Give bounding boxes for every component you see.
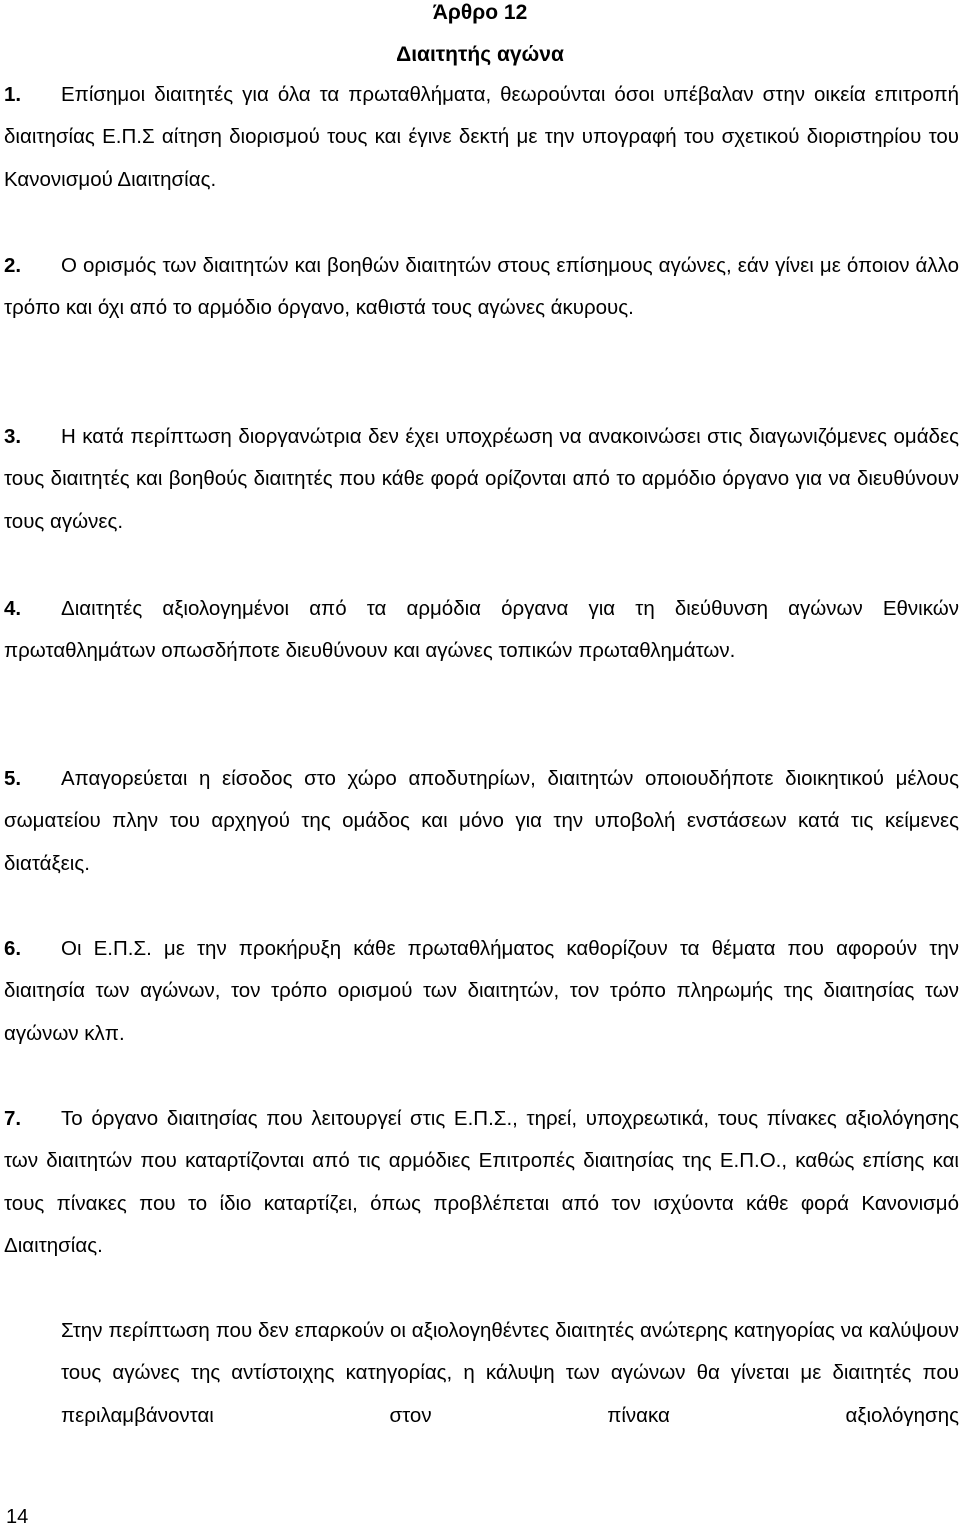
list-item-2 [4, 245, 959, 330]
list-item-6 [4, 928, 959, 1055]
article-heading: Άρθρο 12 [432, 1, 528, 24]
list-item-7 [4, 1098, 959, 1267]
item-number: 6. [4, 937, 22, 960]
item-number: 1. [4, 83, 22, 106]
item-text: Οι Ε.Π.Σ. με την προκήρυξη κάθε πρωταθλήματος καθορίζουν τα θέματα που αφορούν την διαιτησία των αγώνων, τον τρόπο ορισμού των διαιτητών, τον τρόπο πληρωμής της διαιτησίας των αγώνων κλπ. [4, 937, 959, 1045]
item-number: 7. [4, 1107, 22, 1130]
list-item-4 [4, 588, 959, 673]
list-item-3 [4, 416, 959, 543]
item-7-continuation: Στην περίπτωση που δεν επαρκούν οι αξιολογηθέντες διαιτητές ανώτερης κατηγορίας να καλύψουν τους αγώνες της αντίστοιχης κατηγορίας, η κάλυψη των αγώνων θα γίνεται με διαιτητές που περιλαμβάνονται στον πίνακα αξιολόγησης [61, 1319, 959, 1427]
item-text: Η κατά περίπτωση διοργανώτρια δεν έχει υποχρέωση να ανακοινώσει στις διαγωνιζόμενες ομάδες τους διαιτητές και βοηθούς διαιτητές που κάθε φορά ορίζονται από το αρμόδιο όργανο για να διευθύνουν τους αγώνες. [4, 425, 959, 533]
item-number: 3. [4, 425, 22, 448]
item-text: Το όργανο διαιτησίας που λειτουργεί στις Ε.Π.Σ., τηρεί, υποχρεωτικά, τους πίνακες αξιολόγησης των διαιτητών που καταρτίζονται από τις αρμόδιες Επιτροπές διαιτησίας της Ε.Π.Ο., καθώς επίσης και τους πίνακες που το ίδιο καταρτίζει, όπως προβλέπεται από τον ισχύοντα κάθε φορά Κανονισμό Διαιτησίας. [4, 1107, 959, 1257]
item-number: 2. [4, 254, 22, 277]
item-text: Ο ορισμός των διαιτητών και βοηθών διαιτητών στους επίσημους αγώνες, εάν γίνει με όποιον άλλο τρόπο και όχι από το αρμόδιο όργανο, καθιστά τους αγώνες άκυρους. [4, 254, 959, 320]
article-title: Διαιτητής αγώνα [396, 43, 564, 66]
item-text: Διαιτητές αξιολογημένοι από τα αρμόδια όργανα για τη διεύθυνση αγώνων Εθνικών πρωταθλημάτων οπωσδήποτε διευθύνουν και αγώνες τοπικών πρωταθλημάτων. [4, 597, 959, 663]
item-text: Απαγορεύεται η είσοδος στο χώρο αποδυτηρίων, διαιτητών οποιουδήποτε διοικητικού μέλους σωματείου πλην του αρχηγού της ομάδος και μόνο για την υποβολή ενστάσεων κατά τις κείμενες διατάξεις. [4, 767, 959, 875]
item-number: 5. [4, 767, 22, 790]
list-item-1 [4, 74, 959, 201]
page-number: 14 [6, 1506, 29, 1528]
item-text: Επίσημοι διαιτητές για όλα τα πρωταθλήματα, θεωρούνται όσοι υπέβαλαν στην οικεία επιτροπή διαιτησίας Ε.Π.Σ αίτηση διορισμού τους και έγινε δεκτή με την υπογραφή του σχετικού διοριστηρίου του Κανονισμού Διαιτησίας. [4, 83, 959, 191]
item-number: 4. [4, 597, 22, 620]
list-item-5 [4, 758, 959, 885]
